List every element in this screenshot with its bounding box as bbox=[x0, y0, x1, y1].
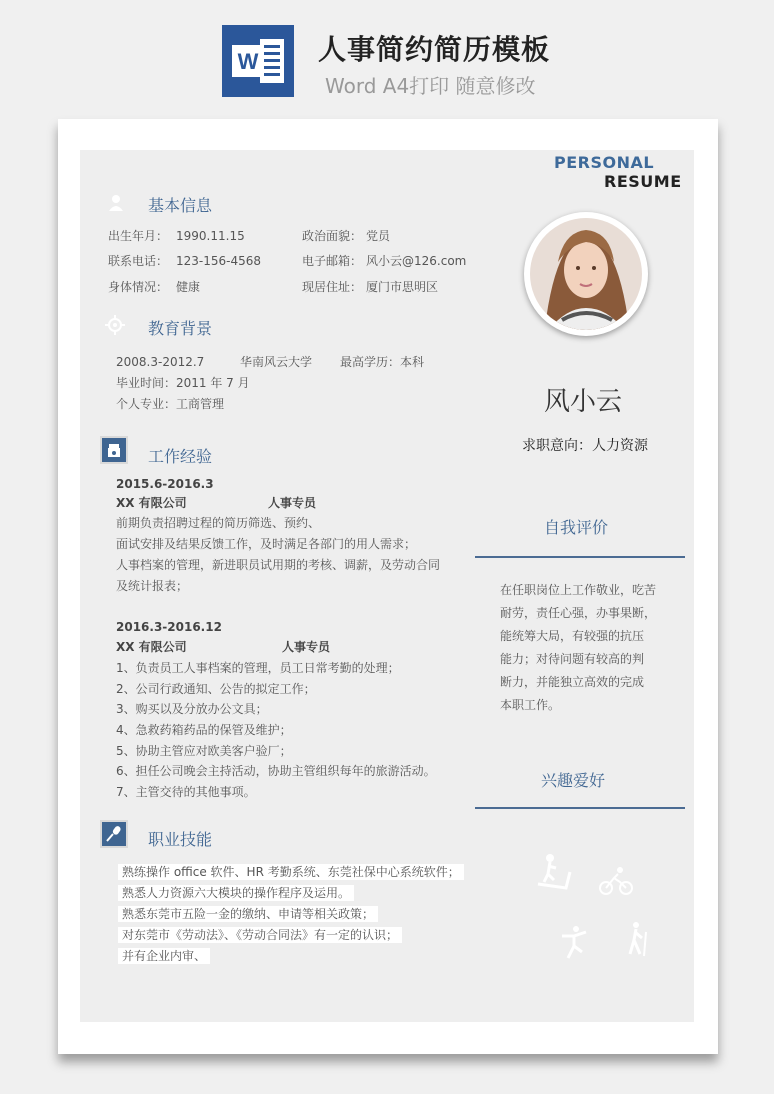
address-value: 厦门市思明区 bbox=[366, 280, 439, 294]
briefcase-icon bbox=[100, 436, 128, 464]
skill-line: 熟悉东莞市五险一金的缴纳、申请等相关政策； bbox=[118, 908, 378, 920]
job-objective: 求职意向：人力资源 bbox=[522, 438, 648, 454]
job2-line: 1、负责员工人事档案的管理，员工日常考勤的处理； bbox=[116, 661, 400, 675]
job1-period: 2015.6-2016.3 bbox=[116, 477, 214, 491]
edu-school: 华南风云大学 bbox=[240, 355, 313, 369]
job2-line: 6、担任公司晚会主持活动，协助主管组织每年的旅游活动。 bbox=[116, 764, 436, 778]
job2-line: 7、主管交待的其他事项。 bbox=[116, 785, 256, 799]
email-value: 风小云@126.com bbox=[366, 254, 467, 268]
birth-value: 1990.11.15 bbox=[176, 229, 245, 243]
job1-line: 前期负责招聘过程的简历筛选、预约、 bbox=[116, 516, 321, 530]
health-value: 健康 bbox=[176, 280, 201, 294]
skill-line: 熟练操作 office 软件、HR 考勤系统、东莞社保中心系统软件； bbox=[118, 866, 464, 878]
job2-position: 人事专员 bbox=[282, 640, 331, 654]
banner-subtitle: Word A4打印 随意修改 bbox=[325, 74, 536, 98]
treadmill-icon bbox=[536, 852, 572, 892]
svg-text:W: W bbox=[237, 49, 259, 74]
divider bbox=[475, 556, 685, 558]
banner-title: 人事简约简历模板 bbox=[318, 33, 551, 66]
person-icon bbox=[104, 191, 128, 215]
edu-period: 2008.3-2012.7 bbox=[116, 355, 205, 369]
job2-line: 3、购买以及分放办公文具； bbox=[116, 702, 268, 716]
profile-name: 风小云 bbox=[544, 387, 623, 417]
word-icon bbox=[222, 25, 294, 97]
birth-label: 出生年月： bbox=[108, 229, 169, 243]
section-title-basic: 基本信息 bbox=[148, 196, 213, 215]
self-eval-line: 能力；对待问题有较高的判 bbox=[500, 652, 645, 666]
job2-line: 5、协助主管应对欧美客户验厂； bbox=[116, 744, 292, 758]
brand-resume: RESUME bbox=[604, 172, 682, 191]
job2-period: 2016.3-2016.12 bbox=[116, 620, 222, 634]
skill-line: 熟悉人力资源六大模块的操作程序及运用。 bbox=[118, 887, 354, 899]
job1-company: XX 有限公司 bbox=[116, 496, 187, 510]
phone-value: 123-156-4568 bbox=[176, 254, 262, 268]
skill-line: 并有企业内审、 bbox=[118, 950, 210, 962]
self-eval-line: 在任职岗位上工作敬业，吃苦 bbox=[500, 583, 657, 597]
political-value: 党员 bbox=[366, 229, 391, 243]
health-label: 身体情况： bbox=[108, 280, 169, 294]
section-title-education: 教育背景 bbox=[148, 319, 213, 338]
job2-company: XX 有限公司 bbox=[116, 640, 187, 654]
self-eval-line: 断力，并能独立高效的完成 bbox=[500, 675, 645, 689]
skill-line: 对东莞市《劳动法》、《劳动合同法》有一定的认识； bbox=[118, 929, 402, 941]
target-icon bbox=[103, 313, 127, 337]
avatar bbox=[524, 212, 648, 336]
edu-degree: 最高学历：本科 bbox=[340, 355, 425, 369]
hiking-icon bbox=[622, 920, 652, 958]
self-eval-line: 能统筹大局，有较强的抗压 bbox=[500, 629, 645, 643]
edu-graduate: 毕业时间：2011 年 7 月 bbox=[116, 376, 250, 390]
job1-line: 及统计报表； bbox=[116, 579, 189, 593]
political-label: 政治面貌： bbox=[302, 229, 363, 243]
section-title-skills: 职业技能 bbox=[148, 830, 213, 849]
brand-personal: PERSONAL bbox=[554, 153, 655, 172]
dance-icon bbox=[560, 924, 590, 960]
section-title-self-eval: 自我评价 bbox=[544, 518, 609, 537]
self-eval-line: 本职工作。 bbox=[500, 698, 561, 712]
job2-line: 2、公司行政通知、公告的拟定工作； bbox=[116, 682, 316, 696]
self-eval-line: 耐劳，责任心强，办事果断， bbox=[500, 606, 657, 620]
job1-line: 面试安排及结果反馈工作，及时满足各部门的用人需求； bbox=[116, 537, 417, 551]
email-label: 电子邮箱： bbox=[302, 254, 363, 268]
section-title-hobbies: 兴趣爱好 bbox=[541, 771, 606, 790]
job1-line: 人事档案的管理，新进职员试用期的考核、调薪，及劳动合同 bbox=[116, 558, 441, 572]
job2-line: 4、急救药箱药品的保管及维护； bbox=[116, 723, 292, 737]
divider bbox=[475, 807, 685, 809]
edu-major: 个人专业：工商管理 bbox=[116, 397, 225, 411]
cycling-icon bbox=[598, 866, 634, 896]
microphone-icon bbox=[100, 820, 128, 848]
section-title-work: 工作经验 bbox=[148, 447, 213, 466]
job1-position: 人事专员 bbox=[268, 496, 317, 510]
phone-label: 联系电话： bbox=[108, 254, 169, 268]
address-label: 现居住址： bbox=[302, 280, 363, 294]
